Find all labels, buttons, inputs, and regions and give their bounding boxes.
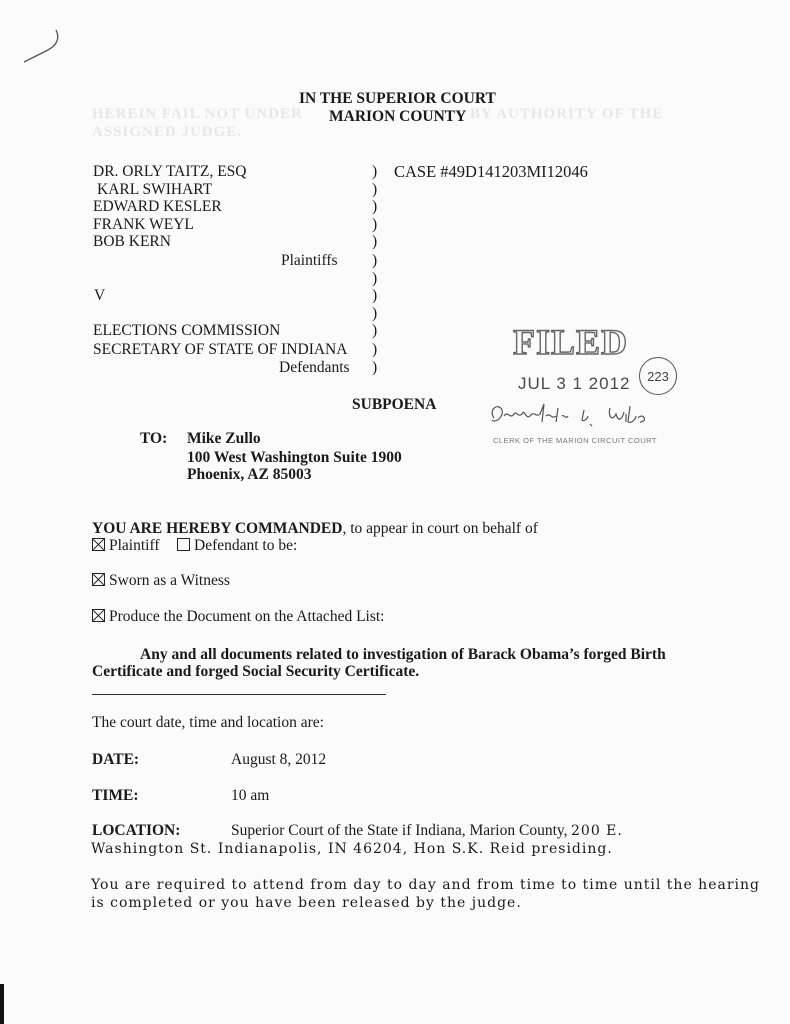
caption-bracket: ) [372,252,378,269]
caption-bracket: ) [372,287,378,304]
caption-bracket: ) [372,216,378,233]
defendant-option-label: Defendant to be: [194,537,298,554]
produce-option-label: Produce the Document on the Attached List: [109,608,385,625]
caption-bracket: ) [372,305,378,322]
defendants-label: Defendants [279,359,350,376]
caption-bracket: ) [372,233,378,250]
bleed-through-text: BY AUTHORITY OF THE [470,106,664,122]
plaintiff-name: EDWARD KESLER [93,198,222,215]
witness-checkbox[interactable] [92,573,105,586]
case-number: CASE #49D141203MI12046 [394,162,588,181]
plaintiff-checkbox[interactable] [92,538,105,551]
documents-requested-line1: Any and all documents related to investigation of Barack Obama’s forged Birth [140,646,666,663]
produce-option [92,608,385,626]
command-rest: , to appear in court on behalf of [342,520,538,537]
filed-stamp: FILED [513,322,629,362]
scan-edge-mark [0,984,4,1024]
location-value-line2: Washington St. Indianapolis, IN 46204, Hon S.K. Reid presiding. [91,841,613,857]
clerk-signature [480,396,660,436]
plaintiffs-label: Plaintiffs [281,252,338,269]
documents-requested-line2: Certificate and forged Social Security Certificate. [92,663,420,680]
location-value-line1-end: 200 E. [571,823,623,839]
defendant-option [177,537,297,555]
caption-bracket: ) [372,163,378,180]
plaintiff-name: BOB KERN [93,233,171,250]
defendant-checkbox[interactable] [177,538,190,551]
date-value: August 8, 2012 [231,751,327,768]
versus: V [94,287,106,304]
witness-option-label: Sworn as a Witness [109,572,230,589]
document-title: SUBPOENA [352,396,437,413]
time-value: 10 am [231,787,270,804]
court-date-intro: The court date, time and location are: [92,714,324,731]
recipient-address-line1: 100 West Washington Suite 1900 [187,449,402,466]
court-heading: IN THE SUPERIOR COURT [299,90,496,107]
filed-stamp-date: JUL 3 1 2012 [518,374,631,393]
command-bold: YOU ARE HEREBY COMMANDED [92,520,343,537]
produce-checkbox[interactable] [92,609,105,622]
plaintiff-option-label: Plaintiff [109,537,160,554]
court-county: MARION COUNTY [329,108,467,125]
plaintiff-option [92,537,160,555]
caption-bracket: ) [372,181,378,198]
to-label: TO: [140,430,168,447]
time-label: TIME: [92,787,139,804]
location-label: LOCATION: [92,822,181,839]
attendance-instruction-line1: You are required to attend from day to day and from time to time until the hearing [91,877,760,893]
divider-line [92,694,386,695]
caption-bracket: ) [372,341,378,358]
caption-bracket: ) [372,270,378,287]
bleed-through-text: HEREIN FAIL NOT UNDER [92,106,303,122]
caption-bracket: ) [372,359,378,376]
location-value-line1: Superior Court of the State if Indiana, Marion County, [231,822,568,839]
witness-option [92,572,230,590]
caption-bracket: ) [372,198,378,215]
date-label: DATE: [92,751,140,768]
recipient-address-line2: Phoenix, AZ 85003 [187,466,312,483]
defendant-name: ELECTIONS COMMISSION [93,322,281,339]
attendance-instruction-line2: is completed or you have been released by the judge. [91,895,522,911]
plaintiff-name: KARL SWIHART [97,181,213,198]
filed-stamp-clerk: CLERK OF THE MARION CIRCUIT COURT [493,436,658,445]
caption-bracket: ) [372,322,378,339]
recipient-name: Mike Zullo [187,430,261,447]
filed-stamp-number-text: 223 [647,368,669,384]
pen-mark-icon [22,28,66,68]
command-statement [92,520,538,538]
plaintiff-name: FRANK WEYL [93,216,194,233]
filed-stamp-number [639,357,677,395]
bleed-through-text: ASSIGNED JUDGE. [92,124,243,140]
defendant-name: SECRETARY OF STATE OF INDIANA [93,341,348,358]
plaintiff-name: DR. ORLY TAITZ, ESQ [93,163,247,180]
